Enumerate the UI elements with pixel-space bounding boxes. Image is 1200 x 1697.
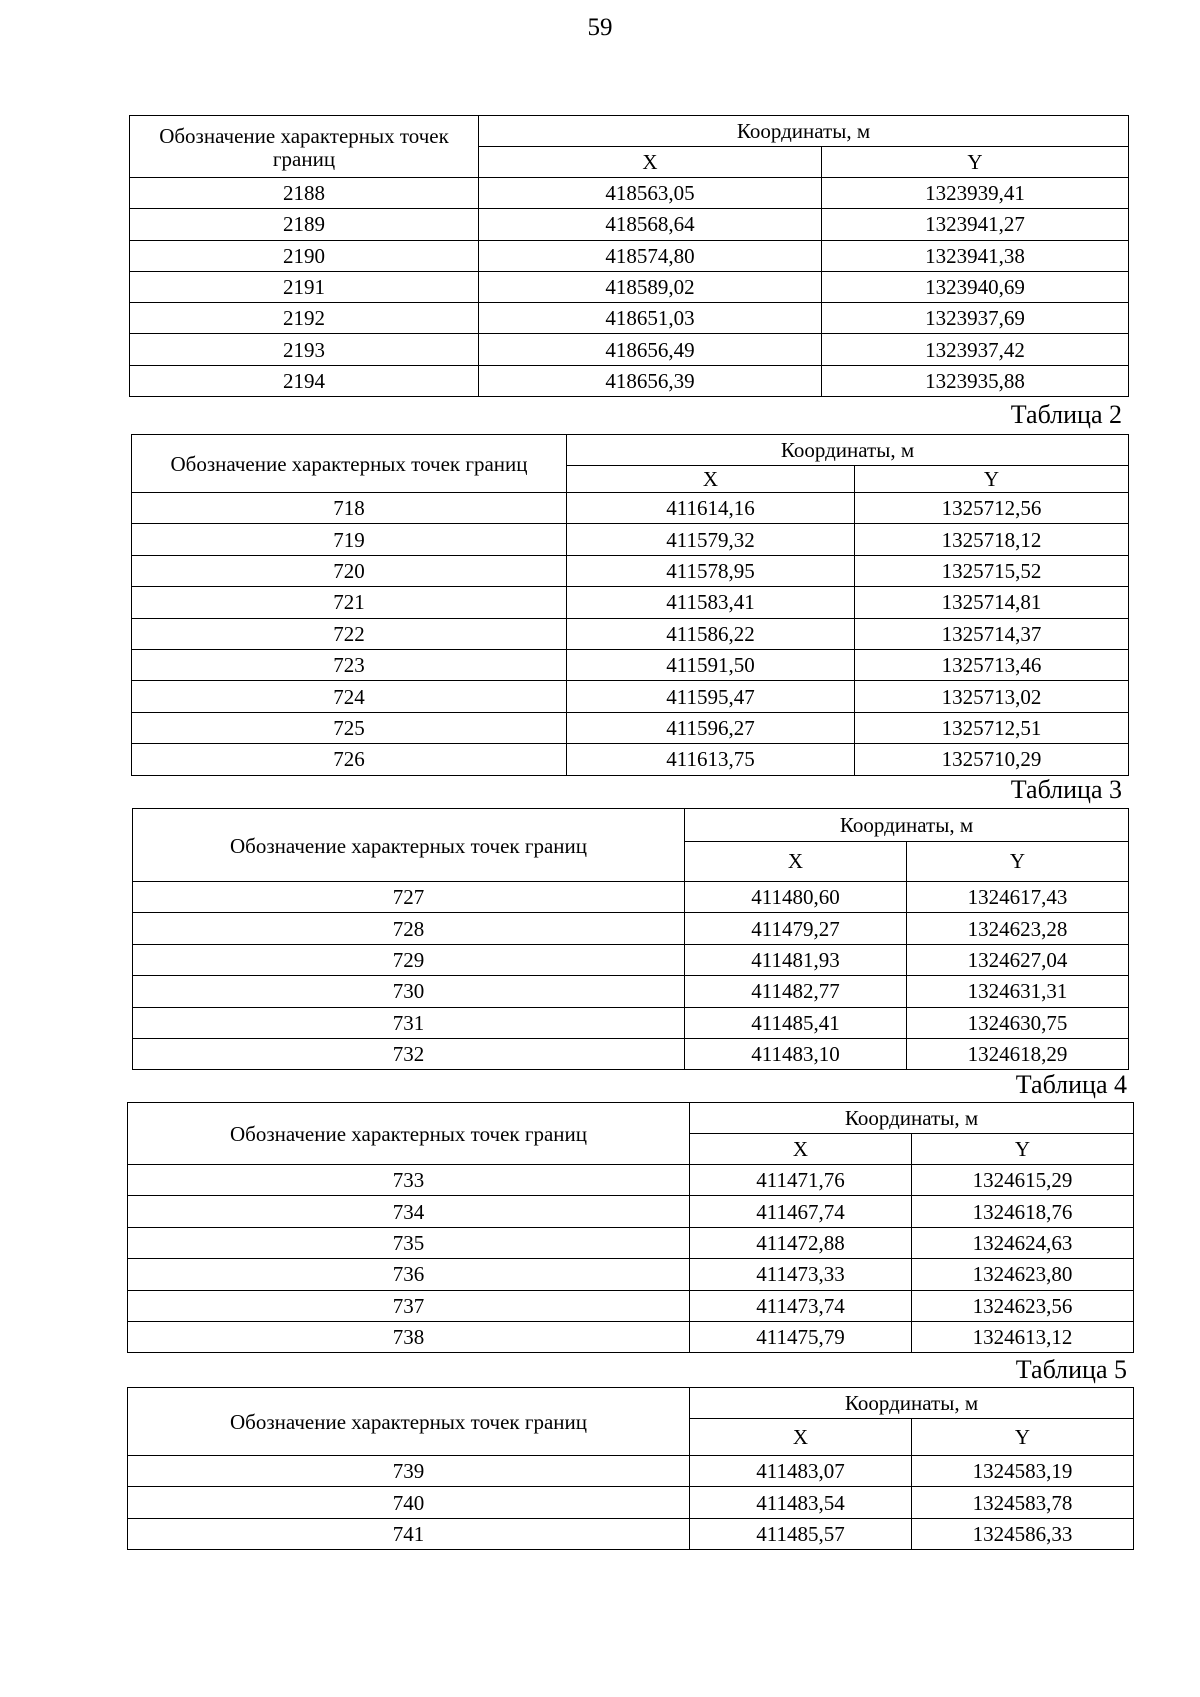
table-row xyxy=(132,712,1129,743)
table-row xyxy=(132,744,1129,775)
header-x: X xyxy=(685,842,907,882)
y-value: 1324613,12 xyxy=(912,1321,1134,1352)
point-id: 718 xyxy=(132,493,567,524)
y-value: 1324623,56 xyxy=(912,1290,1134,1321)
y-value: 1324583,19 xyxy=(912,1456,1134,1487)
coordinates-table xyxy=(129,115,1129,397)
table-row xyxy=(128,1321,1134,1352)
x-value: 418574,80 xyxy=(479,240,822,271)
x-value: 418589,02 xyxy=(479,271,822,302)
table-caption: Таблица 3 xyxy=(1010,775,1122,804)
y-value: 1323939,41 xyxy=(822,178,1129,209)
table-row xyxy=(132,618,1129,649)
table-row xyxy=(128,1227,1134,1258)
x-value: 411471,76 xyxy=(690,1165,912,1196)
point-id: 731 xyxy=(133,1007,685,1038)
y-value: 1324623,80 xyxy=(912,1259,1134,1290)
table-row xyxy=(130,271,1129,302)
point-id: 728 xyxy=(133,913,685,944)
point-id: 741 xyxy=(128,1518,690,1549)
table-row xyxy=(132,493,1129,524)
header-y: Y xyxy=(912,1419,1134,1456)
point-id: 726 xyxy=(132,744,567,775)
y-value: 1324615,29 xyxy=(912,1165,1134,1196)
point-id: 2194 xyxy=(130,365,479,396)
table-row xyxy=(130,209,1129,240)
x-value: 411483,10 xyxy=(685,1038,907,1069)
point-id: 2188 xyxy=(130,178,479,209)
coordinates-table xyxy=(131,434,1129,776)
point-id: 2191 xyxy=(130,271,479,302)
x-value: 411482,77 xyxy=(685,976,907,1007)
table-row xyxy=(133,976,1129,1007)
header-points: Обозначение характерных точек границ xyxy=(128,1388,690,1456)
table-row xyxy=(128,1259,1134,1290)
x-value: 418656,49 xyxy=(479,334,822,365)
table-row xyxy=(128,1456,1134,1487)
y-value: 1325712,51 xyxy=(855,712,1129,743)
point-id: 720 xyxy=(132,555,567,586)
table-row xyxy=(128,1165,1134,1196)
x-value: 418656,39 xyxy=(479,365,822,396)
table-row xyxy=(130,303,1129,334)
x-value: 418651,03 xyxy=(479,303,822,334)
header-coordinates: Координаты, м xyxy=(479,116,1129,147)
x-value: 411473,74 xyxy=(690,1290,912,1321)
x-value: 411473,33 xyxy=(690,1259,912,1290)
table-row xyxy=(128,1290,1134,1321)
y-value: 1325713,02 xyxy=(855,681,1129,712)
header-x: X xyxy=(690,1419,912,1456)
point-id: 2190 xyxy=(130,240,479,271)
point-id: 740 xyxy=(128,1487,690,1518)
y-value: 1324583,78 xyxy=(912,1487,1134,1518)
y-value: 1324617,43 xyxy=(907,882,1129,913)
header-y: Y xyxy=(855,466,1129,493)
page-number: 59 xyxy=(587,14,613,41)
x-value: 411485,57 xyxy=(690,1518,912,1549)
header-points: Обозначение характерных точек границ xyxy=(132,435,567,493)
point-id: 2189 xyxy=(130,209,479,240)
point-id: 738 xyxy=(128,1321,690,1352)
point-id: 723 xyxy=(132,649,567,680)
table-row xyxy=(133,913,1129,944)
y-value: 1325714,37 xyxy=(855,618,1129,649)
x-value: 411613,75 xyxy=(567,744,855,775)
y-value: 1323937,42 xyxy=(822,334,1129,365)
point-id: 725 xyxy=(132,712,567,743)
table-row xyxy=(128,1518,1134,1549)
x-value: 411479,27 xyxy=(685,913,907,944)
table-row xyxy=(133,882,1129,913)
y-value: 1324631,31 xyxy=(907,976,1129,1007)
header-y: Y xyxy=(907,842,1129,882)
coordinates-table xyxy=(127,1102,1134,1353)
point-id: 733 xyxy=(128,1165,690,1196)
x-value: 411481,93 xyxy=(685,944,907,975)
header-points: Обозначение характерных точек границ xyxy=(128,1103,690,1165)
x-value: 411475,79 xyxy=(690,1321,912,1352)
y-value: 1324624,63 xyxy=(912,1227,1134,1258)
x-value: 418568,64 xyxy=(479,209,822,240)
coordinates-table xyxy=(132,808,1129,1070)
x-value: 411579,32 xyxy=(567,524,855,555)
x-value: 411583,41 xyxy=(567,587,855,618)
table-caption: Таблица 5 xyxy=(1015,1355,1127,1384)
y-value: 1323937,69 xyxy=(822,303,1129,334)
point-id: 734 xyxy=(128,1196,690,1227)
point-id: 727 xyxy=(133,882,685,913)
y-value: 1324618,29 xyxy=(907,1038,1129,1069)
header-coordinates: Координаты, м xyxy=(690,1103,1134,1134)
table-row xyxy=(130,178,1129,209)
x-value: 411472,88 xyxy=(690,1227,912,1258)
header-coordinates: Координаты, м xyxy=(685,809,1129,842)
table-row xyxy=(133,1038,1129,1069)
point-id: 732 xyxy=(133,1038,685,1069)
table-row xyxy=(130,240,1129,271)
table-row xyxy=(132,681,1129,712)
x-value: 411586,22 xyxy=(567,618,855,649)
header-x: X xyxy=(479,147,822,178)
table-row xyxy=(132,524,1129,555)
x-value: 411467,74 xyxy=(690,1196,912,1227)
y-value: 1325710,29 xyxy=(855,744,1129,775)
y-value: 1324618,76 xyxy=(912,1196,1134,1227)
table-caption: Таблица 2 xyxy=(1010,400,1122,429)
point-id: 2192 xyxy=(130,303,479,334)
header-points: Обозначение характерных точек границ xyxy=(130,116,479,178)
x-value: 411596,27 xyxy=(567,712,855,743)
y-value: 1324627,04 xyxy=(907,944,1129,975)
y-value: 1325714,81 xyxy=(855,587,1129,618)
table-row xyxy=(132,587,1129,618)
point-id: 724 xyxy=(132,681,567,712)
y-value: 1324623,28 xyxy=(907,913,1129,944)
y-value: 1323940,69 xyxy=(822,271,1129,302)
point-id: 2193 xyxy=(130,334,479,365)
y-value: 1324586,33 xyxy=(912,1518,1134,1549)
header-x: X xyxy=(567,466,855,493)
header-y: Y xyxy=(912,1134,1134,1165)
table-row xyxy=(133,1007,1129,1038)
point-id: 721 xyxy=(132,587,567,618)
table-row xyxy=(128,1196,1134,1227)
table-row xyxy=(132,649,1129,680)
coordinates-table xyxy=(127,1387,1134,1550)
point-id: 729 xyxy=(133,944,685,975)
y-value: 1323935,88 xyxy=(822,365,1129,396)
table-row xyxy=(130,334,1129,365)
header-coordinates: Координаты, м xyxy=(567,435,1129,466)
x-value: 418563,05 xyxy=(479,178,822,209)
header-coordinates: Координаты, м xyxy=(690,1388,1134,1419)
table-caption: Таблица 4 xyxy=(1015,1070,1127,1099)
point-id: 737 xyxy=(128,1290,690,1321)
x-value: 411480,60 xyxy=(685,882,907,913)
header-y: Y xyxy=(822,147,1129,178)
x-value: 411483,54 xyxy=(690,1487,912,1518)
point-id: 730 xyxy=(133,976,685,1007)
y-value: 1325712,56 xyxy=(855,493,1129,524)
x-value: 411614,16 xyxy=(567,493,855,524)
table-row xyxy=(128,1487,1134,1518)
x-value: 411578,95 xyxy=(567,555,855,586)
point-id: 739 xyxy=(128,1456,690,1487)
point-id: 735 xyxy=(128,1227,690,1258)
x-value: 411595,47 xyxy=(567,681,855,712)
point-id: 736 xyxy=(128,1259,690,1290)
y-value: 1323941,27 xyxy=(822,209,1129,240)
y-value: 1323941,38 xyxy=(822,240,1129,271)
x-value: 411485,41 xyxy=(685,1007,907,1038)
y-value: 1325718,12 xyxy=(855,524,1129,555)
table-row xyxy=(130,365,1129,396)
y-value: 1324630,75 xyxy=(907,1007,1129,1038)
table-row xyxy=(133,944,1129,975)
point-id: 719 xyxy=(132,524,567,555)
point-id: 722 xyxy=(132,618,567,649)
y-value: 1325713,46 xyxy=(855,649,1129,680)
header-x: X xyxy=(690,1134,912,1165)
x-value: 411591,50 xyxy=(567,649,855,680)
y-value: 1325715,52 xyxy=(855,555,1129,586)
header-points: Обозначение характерных точек границ xyxy=(133,809,685,882)
x-value: 411483,07 xyxy=(690,1456,912,1487)
table-row xyxy=(132,555,1129,586)
